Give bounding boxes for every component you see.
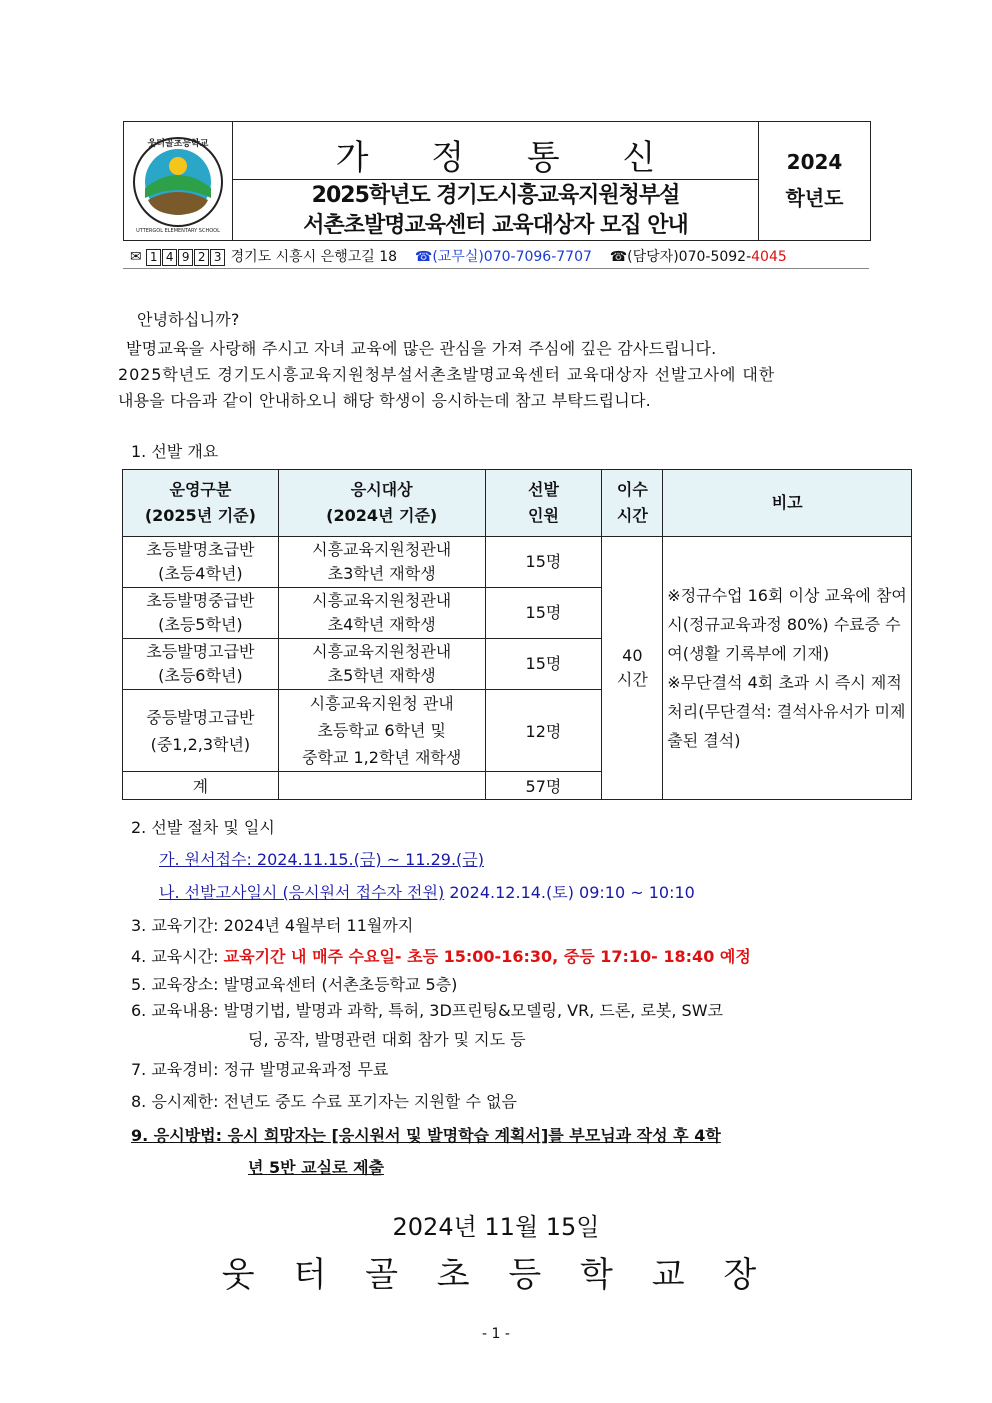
address-divider — [123, 268, 869, 269]
education-content-line-2: 딩, 공작, 발명관련 대회 참가 및 지도 등 — [248, 1030, 526, 1049]
school-year: 2024 — [786, 150, 843, 174]
hours-cell: 40 시간 — [602, 537, 663, 800]
notes-cell — [663, 537, 912, 800]
street-address: 경기도 시흥시 은행고길 18 — [230, 249, 398, 265]
mail-icon: ✉ — [130, 249, 142, 265]
logo-text: 웃터골초등학교 — [147, 139, 209, 149]
row-count: 15명 — [485, 639, 602, 690]
header-box — [123, 121, 871, 241]
document-date: 2024년 11월 15일 — [392, 1213, 600, 1241]
table-header-row — [123, 470, 912, 537]
subtitle-line-1: 2025학년도 경기도시흥교육지원청부설 — [311, 183, 680, 208]
education-time-label: 4. 교육시간: — [131, 947, 224, 966]
school-logo — [124, 122, 233, 240]
row-target: 시흥교육지원청관내 초4학년 재학생 — [278, 588, 485, 639]
row-target: 시흥교육지원청관내 초3학년 재학생 — [278, 537, 485, 588]
postal-code — [146, 249, 226, 266]
intro-line-3: 2025학년도 경기도시흥교육지원청부설서촌초발명교육센터 교육대상자 선발고사에 대한 — [118, 365, 776, 384]
school-year-suffix: 학년도 — [785, 186, 844, 210]
postal-digit: 4 — [162, 249, 177, 266]
row-target: 시흥교육지원청 관내 초등학교 6학년 및 중학교 1,2학년 재학생 — [278, 690, 485, 772]
signer: 웃 터 골 초 등 학 교 장 — [221, 1255, 771, 1295]
education-cost: 7. 교육경비: 정규 발명교육과정 무료 — [131, 1060, 389, 1079]
exam-schedule-date: 2024.12.14.(토) 09:10 ~ 10:10 — [449, 883, 695, 902]
row-name: 초등발명초급반 (초등4학년) — [123, 537, 279, 588]
postal-digit: 1 — [146, 249, 161, 266]
section-1-title: 1. 선발 개요 — [131, 442, 219, 461]
address-line — [130, 246, 870, 266]
header-notes: 비고 — [663, 470, 912, 537]
row-name: 초등발명고급반 (초등6학년) — [123, 639, 279, 690]
office-phone: (교무실)070-7096-7707 — [432, 249, 592, 265]
note-1: ※정규수업 16회 이상 교육에 참여 시(정규교육과정 80%) 수료증 수여(생활 기록부에 기재) — [667, 586, 907, 663]
row-count: 15명 — [485, 588, 602, 639]
greeting: 안녕하십니까? — [137, 310, 240, 329]
phone-icon: ☎ — [414, 249, 433, 265]
postal-digit: 2 — [194, 249, 209, 266]
section-2-title: 2. 선발 절차 및 일시 — [131, 818, 275, 837]
postal-code-boxes — [146, 249, 226, 265]
intro-line-2: 발명교육을 사랑해 주시고 자녀 교육에 많은 관심을 가져 주심에 깊은 감사드립니다. — [126, 339, 717, 358]
postal-digit: 3 — [210, 249, 225, 266]
intro-line-4: 내용을 다음과 같이 안내하오니 해당 학생이 응시하는데 참고 부탁드립니다. — [118, 391, 651, 410]
page-number: - 1 - — [482, 1326, 510, 1342]
education-place: 5. 교육장소: 발명교육센터 (서촌초등학교 5층) — [131, 975, 458, 994]
education-period: 3. 교육기간: 2024년 4월부터 11월까지 — [131, 916, 414, 935]
staff-phone-prefix: (담당자)070-5092- — [627, 249, 752, 265]
total-label: 계 — [123, 772, 279, 800]
page-subtitle — [233, 181, 758, 241]
row-count: 15명 — [485, 537, 602, 588]
staff-phone-suffix: 4045 — [751, 249, 787, 265]
subtitle-line-2: 서촌초발명교육센터 교육대상자 모집 안내 — [303, 213, 688, 238]
education-content-line-1: 6. 교육내용: 발명기법, 발명과 과학, 특허, 3D프린팅&모델링, VR, 드론, 로봇, SW코 — [131, 1001, 723, 1020]
school-logo-icon — [124, 122, 232, 240]
header-title-area — [233, 122, 759, 240]
application-method-line-2: 년 5반 교실로 제출 — [248, 1158, 385, 1177]
application-method-line-1: 9. 응시방법: 응시 희망자는 [응시원서 및 발명학습 계획서]를 부모님과 작성 후 4학 — [131, 1126, 721, 1145]
header-count: 선발 인원 — [485, 470, 602, 537]
exam-schedule-label: 나. 선발고사일시 (응시원서 접수자 전원) — [159, 883, 445, 902]
header-target: 응시대상 (2024년 기준) — [278, 470, 485, 537]
education-time-value: 교육기간 내 매주 수요일- 초등 15:00-16:30, 중등 17:10- 18:40 예정 — [223, 947, 751, 966]
row-target: 시흥교육지원청관내 초5학년 재학생 — [278, 639, 485, 690]
note-2: ※무단결석 4회 초과 시 즉시 제적처리(무단결석: 결석사유서가 미제출된 결석) — [667, 673, 906, 750]
selection-overview-table — [122, 469, 912, 800]
header-operation: 운영구분 (2025년 기준) — [123, 470, 279, 537]
row-count: 12명 — [485, 690, 602, 772]
exam-schedule — [159, 880, 695, 903]
school-year-box — [759, 122, 870, 240]
total-count: 57명 — [485, 772, 602, 800]
row-name: 중등발명고급반 (중1,2,3학년) — [123, 690, 279, 772]
total-empty — [278, 772, 485, 800]
education-time — [131, 944, 751, 967]
logo-subtext: UTTERGOL ELEMENTARY SCHOOL — [136, 228, 220, 234]
table-row — [123, 537, 912, 588]
postal-digit: 9 — [178, 249, 193, 266]
page-title: 가 정 통 신 — [233, 130, 758, 180]
phone-icon: ☎ — [609, 249, 628, 265]
application-restriction: 8. 응시제한: 전년도 중도 수료 포기자는 지원할 수 없음 — [131, 1092, 517, 1111]
application-period: 가. 원서접수: 2024.11.15.(금) ~ 11.29.(금) — [159, 850, 484, 869]
row-name: 초등발명중급반 (초등5학년) — [123, 588, 279, 639]
header-hours: 이수 시간 — [602, 470, 663, 537]
